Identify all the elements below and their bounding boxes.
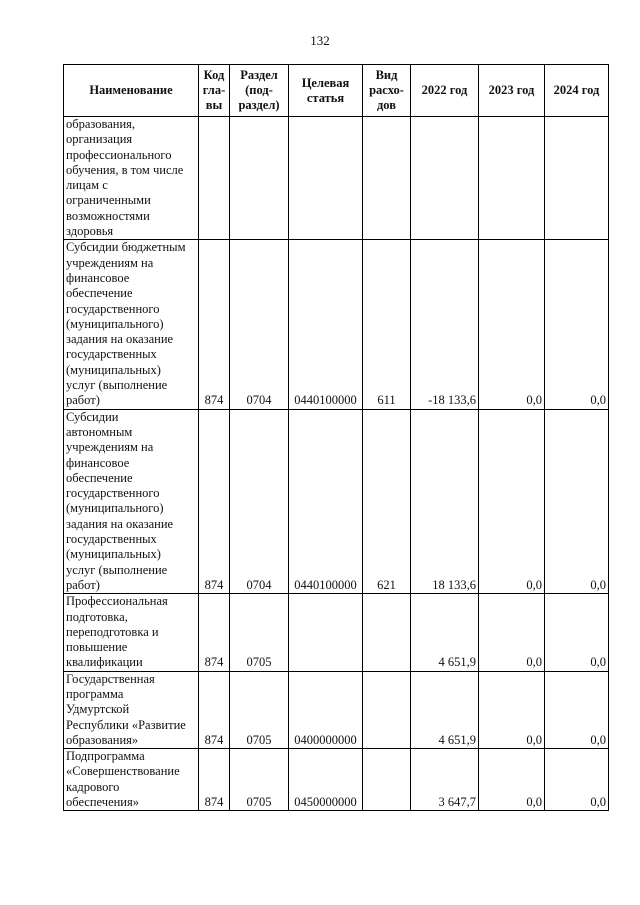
cell-name-line: ограниченными (66, 193, 151, 208)
header-section (230, 65, 289, 117)
cell-year-2022: 18 133,6 (411, 409, 479, 594)
table-row (64, 409, 609, 594)
cell-name-line: государственных (66, 532, 157, 547)
cell-year-2024: 0,0 (545, 594, 609, 671)
cell-section (230, 117, 289, 240)
cell-name-line: государственного (66, 486, 160, 501)
header-name: Наименование (64, 65, 199, 117)
cell-section: 0705 (230, 749, 289, 811)
cell-name (64, 409, 199, 594)
header-chapter-line: вы (205, 98, 223, 112)
cell-expense-type (363, 671, 411, 748)
cell-year-2023: 0,0 (479, 409, 545, 594)
cell-name-line: Субсидии (66, 409, 119, 424)
cell-name-line: финансовое (66, 270, 130, 285)
cell-expense-type (363, 594, 411, 671)
header-year-2024: 2024 год (545, 65, 609, 117)
cell-name-line: Удмуртской (66, 702, 130, 717)
cell-name-line: Субсидии бюджетным (66, 240, 186, 255)
cell-name-line: обеспечение (66, 286, 133, 301)
page-number: 132 (310, 33, 330, 48)
cell-name-line: учреждениям на (66, 440, 154, 455)
cell-name-line: (муниципальных) (66, 362, 161, 377)
cell-name-line: Государственная (66, 671, 155, 686)
cell-year-2023: 0,0 (479, 240, 545, 409)
cell-year-2022: -18 133,6 (411, 240, 479, 409)
cell-target-article: 0450000000 (289, 749, 363, 811)
cell-expense-type (363, 749, 411, 811)
cell-name (64, 240, 199, 409)
cell-chapter-code: 874 (199, 749, 230, 811)
cell-year-2022: 4 651,9 (411, 594, 479, 671)
cell-name-line: (муниципальных) (66, 547, 161, 562)
cell-name (64, 117, 199, 240)
cell-chapter-code (199, 117, 230, 240)
header-chapter-line: Код (203, 68, 225, 82)
header-chapter-line: гла- (202, 83, 226, 97)
table-row (64, 749, 609, 811)
cell-section: 0704 (230, 240, 289, 409)
table-row (64, 671, 609, 748)
cell-target-article (289, 594, 363, 671)
cell-name (64, 594, 199, 671)
cell-name-line: учреждениям на (66, 255, 154, 270)
cell-name-line: профессионального (66, 147, 172, 162)
cell-name-line: обеспечения» (66, 795, 139, 810)
cell-target-article: 0400000000 (289, 671, 363, 748)
cell-year-2023: 0,0 (479, 749, 545, 811)
cell-name-line: квалификации (66, 655, 143, 670)
cell-year-2024: 0,0 (545, 409, 609, 594)
cell-name-line: Профессиональная (66, 594, 168, 609)
cell-name-line: повышение (66, 640, 128, 655)
cell-name-line: (муниципального) (66, 316, 164, 331)
header-section-line: Раздел (240, 68, 278, 82)
cell-name-line: Республики «Развитие (66, 717, 186, 732)
cell-year-2023: 0,0 (479, 594, 545, 671)
cell-name-line: кадрового (66, 779, 120, 794)
cell-target-article: 0440100000 (289, 409, 363, 594)
cell-name (64, 671, 199, 748)
cell-name-line: обучения, в том числе (66, 162, 184, 177)
header-target-article (289, 65, 363, 117)
header-article-line: Целевая (301, 75, 350, 90)
cell-name-line: услуг (выполнение (66, 378, 168, 393)
cell-year-2024: 0,0 (545, 240, 609, 409)
cell-name-line: финансовое (66, 455, 130, 470)
cell-name-line: возможностями (66, 208, 150, 223)
cell-chapter-code: 874 (199, 594, 230, 671)
cell-year-2024: 0,0 (545, 671, 609, 748)
table-row (64, 240, 609, 409)
header-expense-type (363, 65, 411, 117)
cell-name-line: образования, (66, 117, 136, 131)
table-body (64, 117, 609, 811)
cell-name-line: организация (66, 132, 133, 147)
cell-name-line: программа (66, 686, 124, 701)
header-year-2022: 2022 год (411, 65, 479, 117)
table-row (64, 117, 609, 240)
budget-table (63, 64, 609, 811)
cell-chapter-code: 874 (199, 671, 230, 748)
cell-year-2024 (545, 117, 609, 240)
cell-name-line: обеспечение (66, 470, 133, 485)
cell-name-line: лицам с (66, 178, 108, 193)
header-section-line: раздел) (238, 98, 280, 112)
cell-name-line: Подпрограмма (66, 749, 145, 764)
table-row (64, 594, 609, 671)
cell-name-line: услуг (выполнение (66, 562, 168, 577)
header-expense-line: Вид (375, 68, 398, 82)
header-year-2023: 2023 год (479, 65, 545, 117)
header-article-line: статья (306, 90, 345, 105)
cell-chapter-code: 874 (199, 409, 230, 594)
cell-year-2023: 0,0 (479, 671, 545, 748)
cell-name-line: (муниципального) (66, 501, 164, 516)
cell-name (64, 749, 199, 811)
cell-name-line: государственного (66, 301, 160, 316)
cell-target-article (289, 117, 363, 240)
cell-year-2022 (411, 117, 479, 240)
cell-name-line: задания на оказание (66, 516, 174, 531)
cell-name-line: «Совершенствование (66, 764, 180, 779)
cell-expense-type: 621 (363, 409, 411, 594)
header-chapter-code (199, 65, 230, 117)
header-section-line: (под- (245, 83, 273, 97)
header-row (64, 65, 609, 117)
cell-name-line: образования» (66, 732, 139, 747)
cell-name-line: работ) (66, 577, 100, 592)
cell-name-line: подготовка, (66, 609, 128, 624)
cell-name-line: государственных (66, 347, 157, 362)
cell-name-line: автономным (66, 424, 133, 439)
cell-expense-type (363, 117, 411, 240)
cell-year-2022: 4 651,9 (411, 671, 479, 748)
cell-year-2023 (479, 117, 545, 240)
cell-year-2022: 3 647,7 (411, 749, 479, 811)
cell-section: 0705 (230, 594, 289, 671)
cell-year-2024: 0,0 (545, 749, 609, 811)
cell-name-line: работ) (66, 393, 100, 408)
cell-target-article: 0440100000 (289, 240, 363, 409)
cell-name-line: задания на оказание (66, 332, 174, 347)
cell-name-line: переподготовка и (66, 624, 159, 639)
header-expense-line: расхо- (369, 83, 404, 97)
cell-section: 0704 (230, 409, 289, 594)
cell-chapter-code: 874 (199, 240, 230, 409)
header-expense-line: дов (376, 98, 396, 112)
cell-expense-type: 611 (363, 240, 411, 409)
cell-section: 0705 (230, 671, 289, 748)
cell-name-line: здоровья (66, 224, 114, 239)
